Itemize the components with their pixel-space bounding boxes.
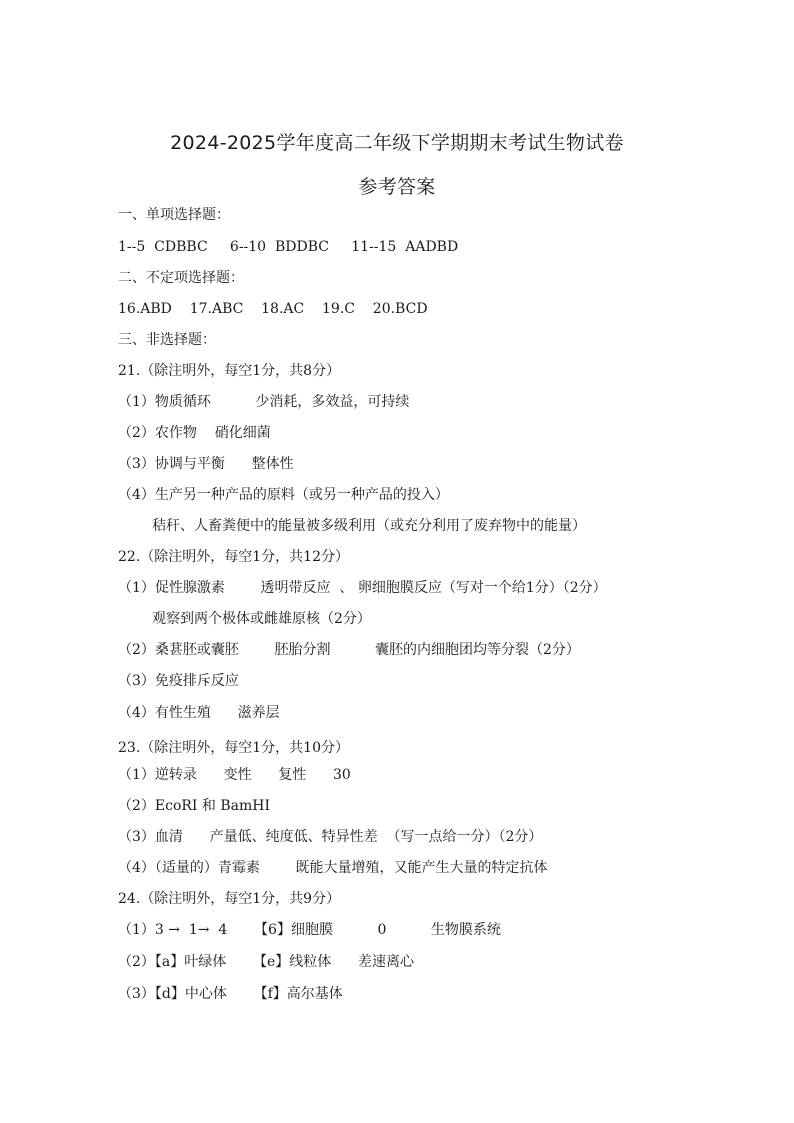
page-subtitle: 参考答案 [358,176,436,198]
answer-line: （4）有性生殖 滋养层 [118,705,280,721]
answer-line: （1）逆转录 变性 复性 30 [118,767,351,783]
answer-line: 秸秆、人畜粪便中的能量被多级利用（或充分利用了废弃物中的能量） [152,518,586,534]
section-heading-non-choice: 三、非选择题： [118,332,216,348]
question-heading-23: 23.（除注明外，每空1分，共10分） [118,740,349,756]
answer-line: 观察到两个极体或雌雄原核（2分） [152,611,371,627]
answer-line: （4）（适量的）青霉素 既能大量增殖，又能产生大量的特定抗体 [118,860,548,876]
answer-line: （1）3 → 1→ 4 【6】细胞膜 0 生物膜系统 [118,922,501,938]
question-heading-21: 21.（除注明外，每空1分，共8分） [118,363,341,379]
question-heading-22: 22.（除注明外，每空1分，共12分） [118,549,349,565]
answer-line: （3）免疫排斥反应 [118,673,239,689]
section-heading-single-choice: 一、单项选择题： [118,207,230,223]
answer-line: （2）EcoRI 和 BamHI [118,798,271,814]
answer-line: （2）农作物 硝化细菌 [118,425,271,441]
answer-line: （3）【d】中心体 【f】高尔基体 [118,986,343,1002]
answer-line: 1--5 CDBBC 6--10 BDDBC 11--15 AADBD [118,239,459,255]
question-heading-24: 24.（除注明外，每空1分，共9分） [118,891,341,907]
answer-line: （3）协调与平衡 整体性 [118,456,294,472]
answer-line: （1）促性腺激素 透明带反应 、 卵细胞膜反应（写对一个给1分）（2分） [118,580,607,596]
answer-line: （1）物质循环 少消耗，多效益，可持续 [118,394,410,410]
section-heading-multi-choice: 二、不定项选择题： [118,270,244,286]
answer-line: （2）【a】叶绿体 【e】线粒体 差速离心 [118,954,414,970]
page-title: 2024-2025学年度高二年级下学期期末考试生物试卷 [170,132,624,154]
answer-line: （2）桑葚胚或囊胚 胚胎分割 囊胚的内细胞团均等分裂（2分） [118,642,580,658]
answer-line: （3）血清 产量低、纯度低、特异性差 （写一点给一分）（2分） [118,829,543,845]
answer-line: 16.ABD 17.ABC 18.AC 19.C 20.BCD [118,301,428,317]
answer-line: （4）生产另一种产品的原料（或另一种产品的投入） [118,487,449,503]
